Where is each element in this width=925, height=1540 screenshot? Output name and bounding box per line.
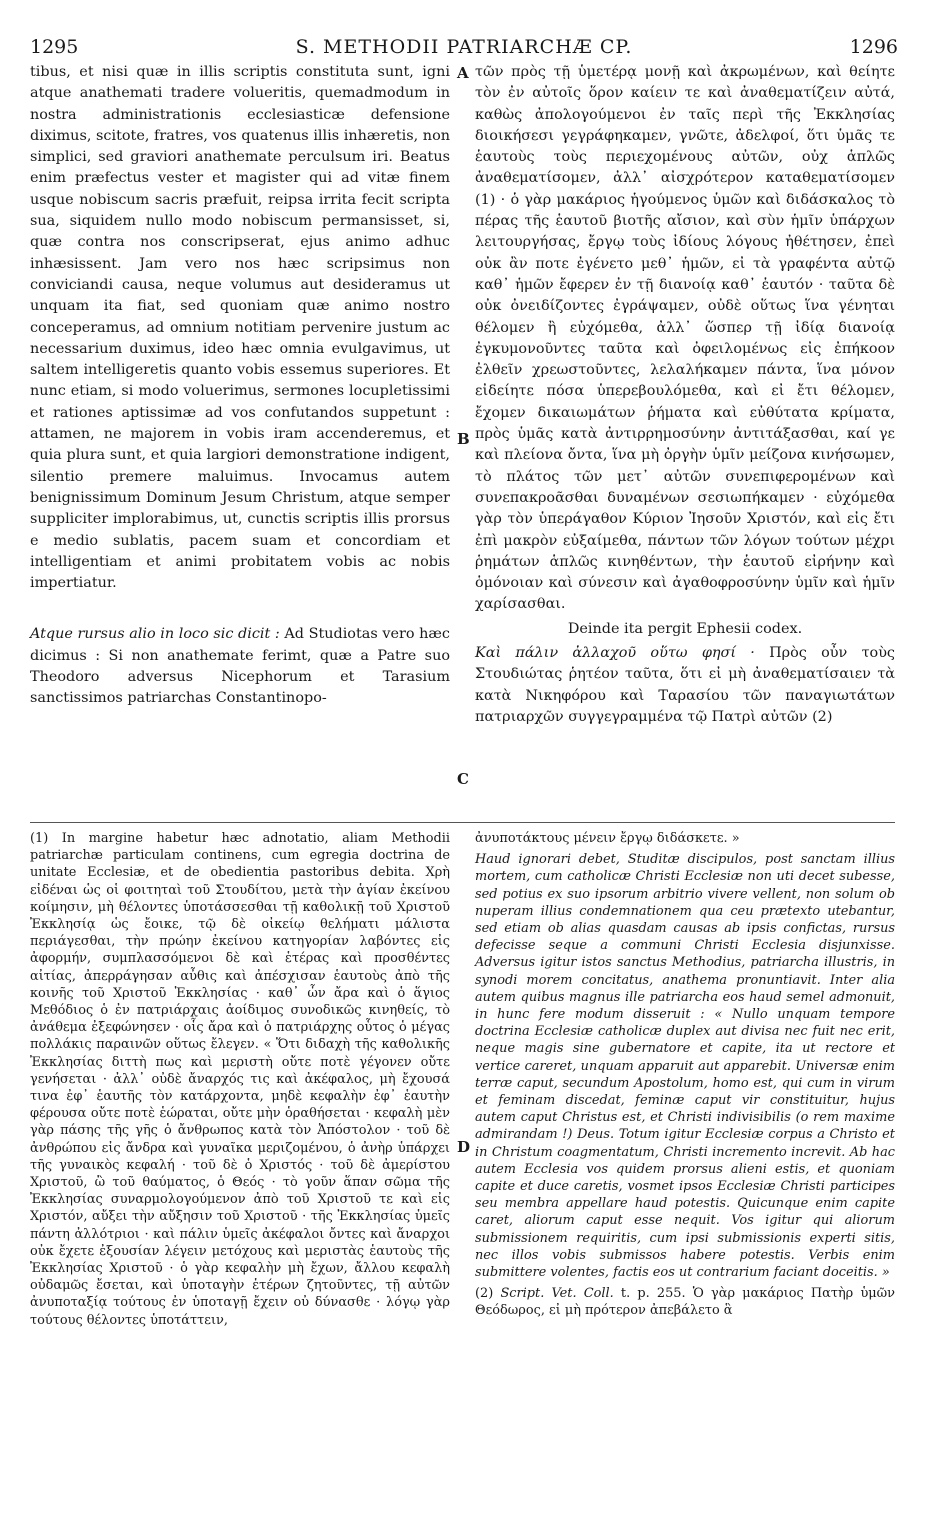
running-title: S. METHODII PATRIARCHÆ CP.	[295, 36, 633, 58]
running-header	[30, 36, 898, 62]
latin-paragraph-2-text: Ad Studiotas vero hæc dicimus : Si non anathemate ferimt, quæ a Patre suo Theodoro adversus Nicephorum et Tarasium sanctissimos patriarchas Constantinopo-	[30, 626, 450, 707]
latin-paragraph-1: tibus, et nisi quæ in illis scriptis constituta sunt, igni atque anathemati tradere volueritis, quemadmodum in nostra administrationis ecclesiasticæ defensione diximus, scitote, fratres, vos quatenus illis inhæretis, non simplici, sed graviori anathemate perculsum iri. Beatus enim præfectus vester et magister qui ad vitæ finem usque nobiscum sacris præfuit, reipsa irrita fecit scripta sua, siquidem nullo modo nobiscum permansisset, si, quæ contra nos conscripserat, ejus animo adhuc inhæsissent. Jam vero nos hæc scripsimus non conviciandi causa, neque volumus aut desideramus ut unquam ita fiat, sed quoniam quæ animo nostro conceperamus, ad omnium notitiam pervenire justum ac necessarium duximus, ideo hæc omnia evulgavimus, ut saltem intelligeretis quanto vobis essemus superiores. Et nunc etiam, si modo voluerimus, sermones locupletissimi et rationes aptissimæ ad vos confutandos suppetunt : attamen, ne majorem in vobis iram accenderemus, et quia plura sunt, et quia largiori demonstratione indigent, silentio premere maluimus. Invocamus autem benignissimum Dominum Jesum Christum, atque semper suppliciter implorabimus, ut, cunctis scriptis illis prorsus e medio sublatis, pacem suam et concordiam et intelligentiam et animi probitatem vobis ac nobis impertiatur.	[30, 64, 450, 592]
greek-paragraph-1: τῶν πρὸς τῇ ὑμετέρᾳ μονῇ καὶ ἀκρωμένων, καὶ θείητε τὸν ἐν αὐτοῖς ὅρον καίειν τε καὶ ἀναθεματίζειν αὐτά, καθὼς ἀπολογούμενοι ἐν ταῖς περὶ τῆς Ἐκκλησίας διοικήσεσι γεγράφηκαμεν, γνῶτε, ἀδελφοί, ὅτι ὑμᾶς τε ἑαυτοὺς τοὺς περιεχομένους αὐτῶν, οὐχ ἁπλῶς ἀναθεματίσομεν, ἀλλ᾽ αἰσχρότερον καταθεματίσομεν (1) · ὁ γὰρ μακάριος ἡγούμενος ὑμῶν καὶ διδάσκαλος τὸ πέρας τῆς ἑαυτοῦ βιοτῆς αἴσιον, καὶ σὺν ἡμῖν ὑπάρχων λειτουργήσας, ἔργῳ τοὺς ἰδίους λόγους ἠθέτησεν, ἐπεὶ οὐκ ἂν ποτε ἐγένετο μεθ᾽ ἡμῶν, εἰ τὰ γραφέντα αὐτῷ καθ᾽ ἡμῶν ἔφερεν ἐν τῇ διανοίᾳ καθ᾽ ἑαυτόν · ταῦτα δὲ οὐκ ὀνειδίζοντες ἐγράψαμεν, οὐδὲ οὕτως ἵνα γένηται θέλομεν ἢ εὐχόμεθα, ἀλλ᾽ ὥσπερ τῇ ἰδίᾳ διανοίᾳ ἐγκυμονοῦντες ταῦτα καὶ ὀφειλομένως εἰς ἐπήκοον ἐλθεῖν χρεωστοῦντες, λελαλήκαμεν πάντα, ἵνα μόνον εἰδείητε πόσα ὑπερεβουλόμεθα, καὶ εἰ ἔτι θέλομεν, ἔχομεν δικαιωμάτων ῥήματα καὶ εὐθύτατα κρίματα, πρὸς ὑμᾶς κατὰ ἀντιρρημοσύνην ἀντιτάξασθαι, καί γε καὶ πλείονα ὄντα, ἵνα μὴ ὀργὴν ὑμῖν μείζονα κινήσωμεν, τὸ πλάτος τῶν μετ᾽ αὐτῶν συνεπιφερομένων καὶ συνεπακροᾶσθαι δυναμένων σεσιωπήκαμεν · εὐχόμεθα γὰρ τὸν ὑπεράγαθον Κύριον Ἰησοῦν Χριστόν, καὶ εἰς ἔτι ἐπὶ μακρὸν εὐξαίμεθα, πάντων τῶν λόγων τούτων μέχρι ῥημάτων ἁπλῶς κινηθέντων, τὴν ἑαυτοῦ εἰρήνην καὶ ὁμόνοιαν καὶ σύνεσιν καὶ ἀγαθοφροσύνην ὑμῖν καὶ ἡμῖν χαρίσασθαι.	[475, 64, 895, 613]
greek-paragraph-2-text: Πρὸς οὖν τοὺς Στουδιώτας ῥητέον ταῦτα, ὅτι εἰ μὴ ἀναθεματίσαιεν τὰ κατὰ Νικηφόρου καὶ Ταρασίου τῶν παναγιωτάτων πατριαρχῶν συγγεγραμμένα τῷ Πατρὶ αὐτῶν (2)	[475, 645, 895, 725]
footnote-2-text: t. p. 255. Ὁ γὰρ μακάριος Πατὴρ ὑμῶν Θεόδωρος, εἰ μὴ πρότερον ἀπεβάλετο ἃ	[475, 1286, 896, 1319]
footnote-1: (1) In margine habetur hæc adnotatio, aliam Methodii patriarchæ particulam continens, cum egregia doctrina de unitate Ecclesiæ, et de obedientia pastoribus debita. Χρὴ εἰδέναι ὡς οἱ φοιτηταὶ τοῦ Στουδίτου, μετὰ τὴν ἁγίαν ἐκείνου κοίμησιν, μὴ θέλοντες ὑποτάσσεσθαι τῇ καθολικῇ τοῦ Χριστοῦ Ἐκκλησίᾳ ὡς ἔοικε, τῷ δὲ οἰκείῳ θελήματι μάλιστα περιάγεσθαι, τὴν πρώην ἐκείνου κατηγορίαν λαβόντες εἰς ἀφορμήν, συμπλασσόμενοι δὲ καὶ ἑτέρας καὶ προσθέντες αἰτίας, ἀπερράγησαν αὖθις καὶ ἀπέσχισαν ἑαυτοὺς ἀπὸ τῆς κοινῆς τοῦ Χριστοῦ Ἐκκλησίας · καθ᾽ ὧν ἄρα καὶ ὁ ἅγιος Μεθόδιος ὁ ἐν πατριάρχαις ἀοίδιμος συνοδικῶς κινηθείς, τὸ ἀνάθεμα ἐξεφώνησεν · οἷς ἄρα καὶ ὁ πατριάρχης οὗτος ὁ μέγας πολλάκις παραινῶν οὕτως ἔλεγεν. « Ὅτι διδαχὴ τῆς καθολικῆς Ἐκκλησίας διττὴ πως καὶ μεριστὴ οὔτε ποτὲ γέγονεν οὔτε γενήσεται · ἀλλ᾽ οὐδὲ ἄναρχός τις καὶ ἀκέφαλος, μὴ ἔχουσά τινα ἐφ᾽ ἑαυτῆς τὸν κατάρχοντα, μηδὲ κεφαλὴν ἐφ᾽ ἑαυτὴν φέρουσα οὔτε ποτὲ ἑώραται, οὔτε μὴν ὁραθήσεται · κεφαλὴ μὲν γὰρ πάσης τῆς γῆς ὁ ἄνθρωπος κατὰ τὸν Ἀπόστολον · τοῦ δὲ ἀνθρώπου εἰς ἄνδρα καὶ γυναῖκα μεριζομένου, ὁ ἀνὴρ ὑπάρχει τῆς γυναικὸς κεφαλή · τοῦ δὲ ὁ Χριστός · τοῦ δὲ ἀμερίστου Χριστοῦ, ὢ τοῦ θαύματος, ὁ Θεός · τὸ γοῦν ἅπαν σῶμα τῆς Ἐκκλησίας συναρμολογούμενον ἀπὸ τοῦ Χριστοῦ τε καὶ εἰς Χριστόν, αὔξει τὴν αὔξησιν τοῦ Χριστοῦ · τῆς Ἐκκλησίας ὑμεῖς πάντη ἀλλότριοι · καὶ πάλιν ὑμεῖς ἀκέφαλοι ὄντες καὶ ἄναρχοι οὐκ ἔχετε ἐξουσίαν λέγειν μετόχους καὶ μεριστὰς ἑαυτοὺς τῆς Ἐκκλησίας Χριστοῦ · ὁ γὰρ κεφαλὴν μὴ ἔχων, ἄλλου κεφαλὴ οὐδαμῶς ἔσεται, καὶ ὑποταγὴν ἑτέρων ζητοῦντες, τῇ αὐτῶν ἀνυποταξίᾳ τούτους ἐν ὑποταγῇ ἔχειν οὐ δύνασθε · λόγῳ γὰρ τούτους θέλοντες ὑποτάττειν,	[30, 831, 450, 1328]
footnote-2	[475, 1285, 895, 1319]
page-number-right: 1296	[849, 36, 898, 58]
footnote-1-greek-end: ἀνυποτάκτους μένειν ἔργῳ διδάσκετε. »	[475, 831, 740, 846]
margin-marker-a: A	[457, 64, 469, 82]
footnote-divider	[30, 822, 895, 823]
greek-paragraph-2-intro: Καὶ πάλιν ἀλλαχοῦ οὕτω φησί ·	[475, 645, 755, 662]
footnote-column-right	[475, 830, 895, 1324]
footnote-2-number: (2)	[475, 1286, 501, 1302]
greek-main-column	[475, 62, 895, 731]
margin-marker-d: D	[457, 1138, 471, 1156]
margin-marker-b: B	[457, 430, 470, 448]
page-number-left: 1295	[30, 36, 79, 58]
footnote-column-left	[30, 830, 450, 1329]
latin-paragraph-2-intro: Atque rursus alio in loco sic dicit :	[30, 626, 280, 643]
footnote-1-latin-translation: Haud ignorari debet, Studitæ discipulos, post sanctam illius mortem, cum catholicæ Christi Ecclesiæ non uti decet subesse, sed potius ex suo ipsorum arbitrio vivere vellent, non solum ob nuperam illius condemnationem qua ceu prætexto utebantur, sed etiam ob alias quasdam causas ab ipsis confictas, rursus defecisse seque a communi Christi Ecclesia disjunxisse. Adversus igitur istos sanctus Methodius, patriarcha illustris, in synodi morem concitatus, anathema pronuntiavit. Inter alia autem quibus magnus ille patriarcha eos haud semel admonuit, in hunc fere modum disseruit : « Nullo unquam tempore doctrina Ecclesiæ catholicæ duplex aut divisa nec fuit nec erit, neque magis sine gubernatore et capite, ita ut rectore et vertice careret, unquam apparuit aut apparebit. Universæ enim terræ caput, secundum Apostolum, homo est, qui cum in virum et feminam discedat, feminæ caput vir constituitur, hujus autem caput Christus est, et Christi indivisibilis (o rem maxime admirandam !) Deus. Totum igitur Ecclesiæ corpus a Christo et in Christum coagmentatum, Christi incremento increvit. Ab hac autem Ecclesia vos quidem prorsus alieni estis, et quoniam capite et duce caretis, vosmet ipsos Ecclesiæ Christi participes seu membra appellare haud potestis. Quicunque enim capite caret, aliorum caput esse nequit. Vos igitur qui aliorum submissionem requiritis, cum ipsi submissionis experti sitis, nec illos vobis submissos habere potestis. Verbis enim submittere volentes, factis eos ut contrarium faciant doceitis. »	[475, 852, 895, 1281]
latin-main-column	[30, 62, 450, 710]
section-heading: Deinde ita pergit Ephesii codex.	[567, 620, 803, 637]
margin-marker-c: C	[457, 770, 469, 788]
footnote-2-source: Script. Vet. Coll.	[500, 1286, 614, 1302]
latin-paragraph-2	[30, 624, 450, 709]
greek-paragraph-2	[475, 643, 895, 728]
